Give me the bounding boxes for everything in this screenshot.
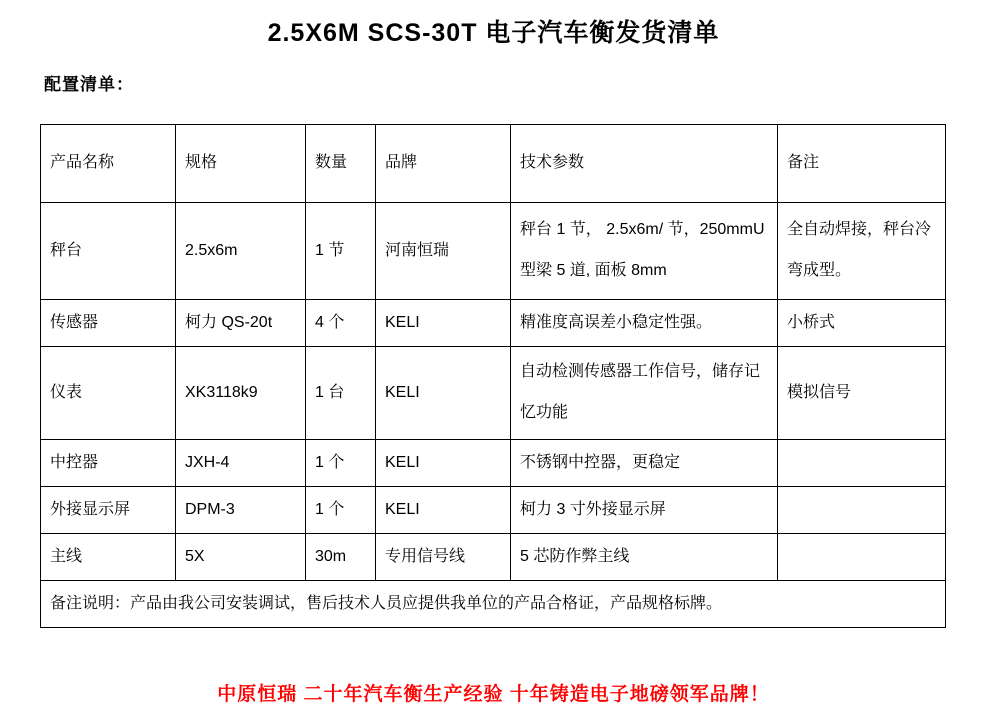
cell-quantity: 1 个: [306, 487, 376, 534]
cell-quantity: 1 个: [306, 440, 376, 487]
table-row-sensor: [41, 300, 946, 347]
cell-quantity: 1 节: [306, 203, 376, 300]
table-footer-row: [41, 581, 946, 628]
header-quantity: 数量: [306, 125, 376, 203]
cell-quantity: 1 台: [306, 347, 376, 440]
header-remarks: 备注: [778, 125, 946, 203]
table-row-platform: [41, 203, 946, 300]
cell-remarks: 全自动焊接，秤台冷弯成型。: [778, 203, 946, 300]
table-row-external-display: [41, 487, 946, 534]
cell-product-name: 传感器: [41, 300, 176, 347]
header-product-name: 产品名称: [41, 125, 176, 203]
cell-tech-params: 5 芯防作弊主线: [511, 534, 778, 581]
table-header-row: [41, 125, 946, 203]
cell-product-name: 主线: [41, 534, 176, 581]
cell-spec: DPM-3: [176, 487, 306, 534]
cell-remarks: 模拟信号: [778, 347, 946, 440]
cell-brand: KELI: [376, 440, 511, 487]
page-title: 2.5X6M SCS-30T 电子汽车衡发货清单: [267, 19, 720, 47]
cell-tech-params: 秤台 1 节， 2.5x6m/ 节，250mmU 型梁 5 道, 面板 8mm: [511, 203, 778, 300]
cell-remarks: [778, 487, 946, 534]
cell-spec: 5X: [176, 534, 306, 581]
cell-product-name: 秤台: [41, 203, 176, 300]
cell-spec: 柯力 QS-20t: [176, 300, 306, 347]
cell-brand: 专用信号线: [376, 534, 511, 581]
cell-remarks: [778, 534, 946, 581]
cell-product-name: 中控器: [41, 440, 176, 487]
cell-spec: XK3118k9: [176, 347, 306, 440]
cell-brand: KELI: [376, 347, 511, 440]
header-spec: 规格: [176, 125, 306, 203]
cell-spec: JXH-4: [176, 440, 306, 487]
config-list-label: 配置清单：: [44, 75, 134, 94]
header-tech-params: 技术参数: [511, 125, 778, 203]
cell-brand: KELI: [376, 300, 511, 347]
cell-brand: 河南恒瑞: [376, 203, 511, 300]
table-row-main-cable: [41, 534, 946, 581]
cell-product-name: 外接显示屏: [41, 487, 176, 534]
cell-tech-params: 自动检测传感器工作信号，储存记忆功能: [511, 347, 778, 440]
cell-spec: 2.5x6m: [176, 203, 306, 300]
header-brand: 品牌: [376, 125, 511, 203]
cell-remarks: [778, 440, 946, 487]
cell-quantity: 30m: [306, 534, 376, 581]
cell-remarks: 小桥式: [778, 300, 946, 347]
cell-brand: KELI: [376, 487, 511, 534]
delivery-config-table: [40, 124, 946, 628]
cell-tech-params: 精准度高误差小稳定性强。: [511, 300, 778, 347]
table-row-indicator: [41, 347, 946, 440]
cell-tech-params: 柯力 3 寸外接显示屏: [511, 487, 778, 534]
cell-quantity: 4 个: [306, 300, 376, 347]
footer-note: 备注说明：产品由我公司安装调试，售后技术人员应提供我单位的产品合格证，产品规格标牌。: [41, 581, 946, 628]
cell-tech-params: 不锈钢中控器，更稳定: [511, 440, 778, 487]
slogan: 中原恒瑞 二十年汽车衡生产经验 十年铸造电子地磅领军品牌！: [217, 684, 770, 705]
table-row-junction-box: [41, 440, 946, 487]
cell-product-name: 仪表: [41, 347, 176, 440]
